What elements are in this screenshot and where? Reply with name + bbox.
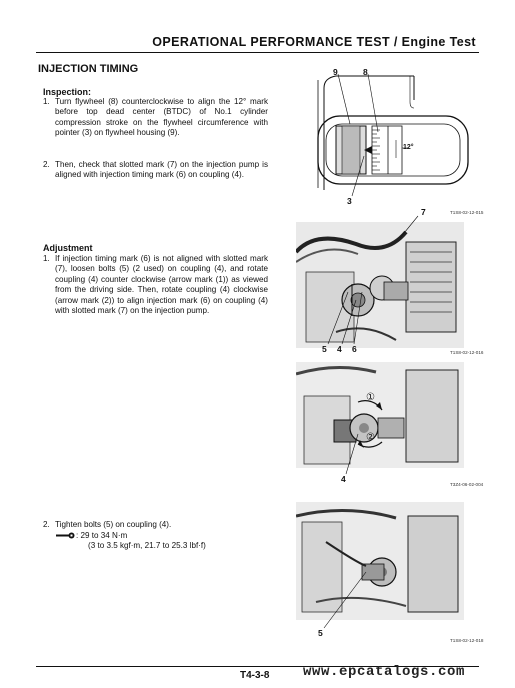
step-text: Then, check that slotted mark (7) on the injection pump is aligned with injection timing mark (6) on coupling (4). (55, 160, 268, 180)
bolt-leader-line (296, 502, 486, 652)
step-number: 2. (43, 520, 50, 529)
adjustment-step-1 (43, 254, 268, 316)
coupling-rotation-figure (296, 362, 486, 490)
angle-label: 12° (403, 144, 414, 151)
callout-8: 8 (363, 67, 368, 77)
torque-spec-line-1 (56, 531, 127, 541)
arrow-mark-1: ① (366, 392, 375, 403)
coupling-photo-figure (296, 207, 486, 360)
callout-7: 7 (421, 207, 426, 217)
inspection-step-2 (43, 160, 268, 181)
page-header: OPERATIONAL PERFORMANCE TEST / Engine Test (152, 35, 476, 49)
section-title: INJECTION TIMING (38, 63, 139, 75)
step-number: 2. (43, 160, 50, 169)
figure-code: T1S8-02-12-018 (450, 638, 484, 643)
callout-5: 5 (318, 628, 323, 638)
figure-code: T1S8-02-12-016 (450, 350, 484, 355)
callout-5: 5 (322, 344, 327, 354)
coupling-rotation-leader (296, 362, 486, 490)
header-rule (36, 52, 479, 53)
callout-3: 3 (347, 196, 352, 206)
callout-6: 6 (352, 344, 357, 354)
flywheel-diagram-svg (296, 60, 486, 218)
figure-code: T3Z4-06-02-004 (450, 482, 484, 487)
torque-wrench-icon (56, 532, 76, 539)
flywheel-timing-diagram (296, 60, 486, 218)
torque-value: : 29 to 34 N·m (76, 531, 128, 540)
tighten-bolts-figure (296, 502, 486, 652)
page-number: T4-3-8 (240, 670, 270, 681)
inspection-step-1 (43, 97, 268, 139)
step-text: Turn flywheel (8) counterclockwise to align the 12° mark before top dead center (BTDC) of No.1 cylinder compression stroke on the flywheel circumference with pointer (3) on flywheel housing (9). (55, 97, 268, 138)
callout-4: 4 (337, 344, 342, 354)
step-number: 1. (43, 97, 50, 106)
inspection-heading: Inspection: (43, 87, 92, 97)
arrow-mark-2: ② (366, 432, 375, 443)
step-number: 1. (43, 254, 50, 263)
callout-4: 4 (341, 474, 346, 484)
step-text: If injection timing mark (6) is not aligned with slotted mark (7), loosen bolts (5) (2 used) on coupling (4), and rotate coupling (4) counter clockwise (arrow mark (1)) as viewed from the driving side. Then, rotate coupling (4) clockwise (arrow mark (2)) to align injection mark (6) on coupling (4) with slotted mark (7) on the injection pump. (55, 254, 268, 316)
step-text: Tighten bolts (5) on coupling (4). (55, 520, 172, 529)
torque-spec-line-2: (3 to 3.5 kgf·m, 21.7 to 25.3 lbf·f) (88, 541, 206, 550)
adjustment-step-2 (43, 520, 268, 530)
adjustment-heading: Adjustment (43, 243, 93, 253)
figure-code: T1S8-02-12-015 (450, 210, 484, 215)
callout-9: 9 (333, 67, 338, 77)
watermark: www.epcatalogs.com (303, 664, 466, 680)
coupling-leader-lines (296, 210, 486, 360)
